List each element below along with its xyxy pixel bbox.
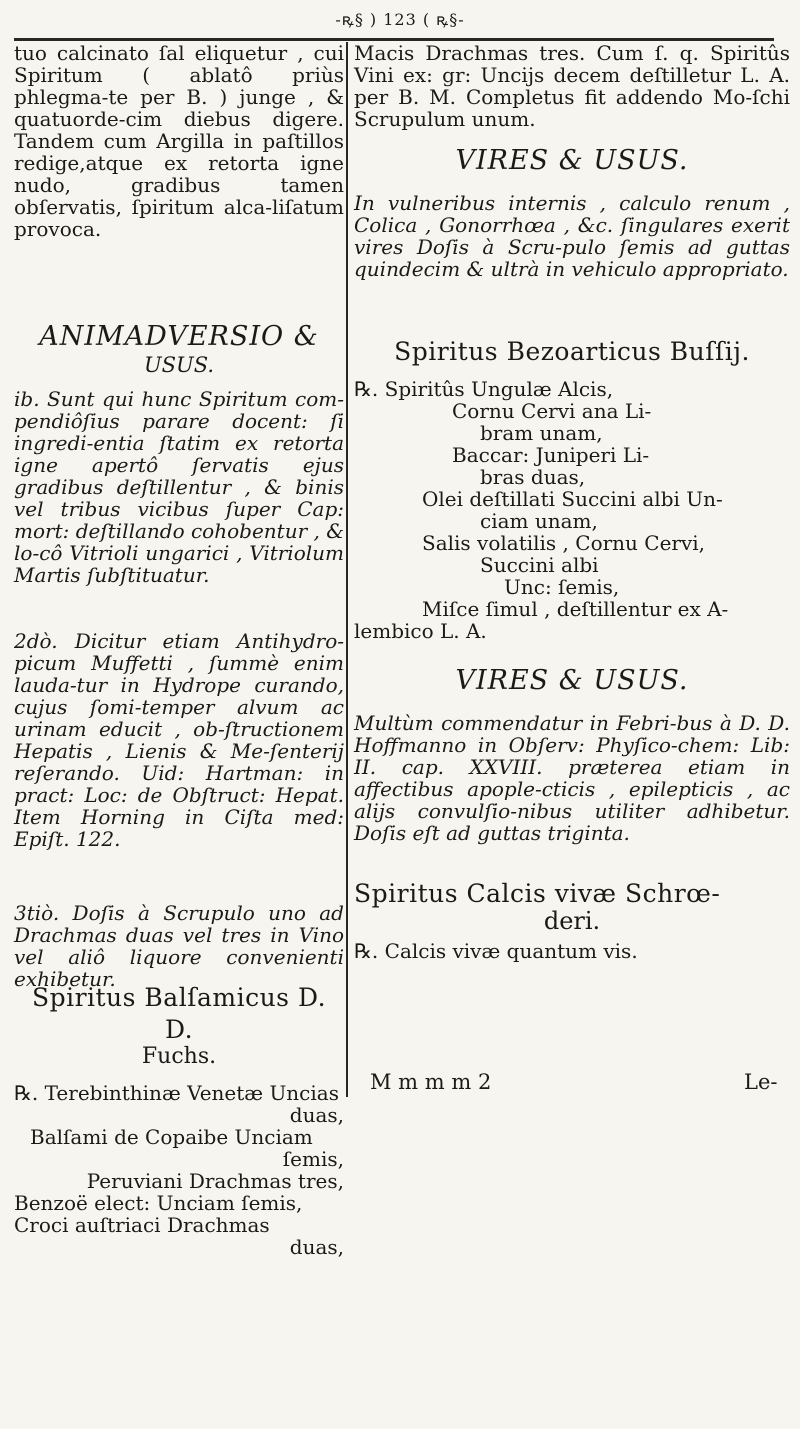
dicitur-paragraph: 2dò. Dicitur etiam Antihydro-picum Muffetti , ſummè enim lauda-tur in Hydrope curando, cujus ſomi-temper alvum ac urinam educit , ob-ſtructionem Hepatis , Lienis & Me-ſenterij reſerando. Uid: Hartman: in pract: Loc: de Obſtruct: Hepat. Item Horning in Ciſta med: Epiſt. 122. [14,629,344,851]
recipe-line: Miſce ſimul , deſtillentur ex A- [422,597,729,621]
recipe-line: duas, [289,1103,344,1127]
recipe-line: Benzoë elect: Unciam ſemis, [14,1191,303,1215]
left-column [14,42,344,1258]
right-heading-vires-1: VIRES & USUS. [455,145,689,176]
recipe-line: bras duas, [480,465,586,489]
recipe-line: ℞. Terebinthinæ Venetæ Uncias [14,1081,339,1105]
recipe-line: Unc: ſemis, [504,575,620,599]
column-divider [346,42,348,1097]
catchword: Le- [744,1070,778,1094]
recipe-line: Balſami de Copaibe Unciam [30,1125,313,1149]
recipe-line: Croci auſtriaci Drachmas [14,1213,270,1237]
calcis-recipe-line: ℞. Calcis vivæ quantum vis. [354,939,638,963]
recipe-line: Cornu Cervi ana Li- [452,399,652,423]
recipe-line: Olei deſtillati Succini albi Un- [422,487,723,511]
recipe-line: ℞. Spiritûs Ungulæ Alcis, [354,377,614,401]
running-header: -ꝶ§ ) 123 ( ꝶ§- [335,10,465,29]
left-intro-paragraph: tuo calcinato ſal eliquetur , cui Spiritum ( ablatô priùs phlegma-te per B. ) junge , & quatuorde-cim diebus digere. Tandem cum Argilla in paſtillos redige,atque ex retorta igne nudo, gradibus tamen obſervatis, ſpiritum alca-liſatum provoca. [14,41,344,241]
right-heading-vires-2: VIRES & USUS. [455,665,689,696]
left-heading-balsamicus: Spiritus Balſamicus D. D. [31,983,327,1044]
vires-paragraph-2: Multùm commendatur in Febri-bus à D. D. Hoffmanno in Obſerv: Phyſico-chem: Lib: II. cap. XXVIII. præterea etiam in affectibus apople-cticis , epilepticis , ac alijs convulſio-nibus utiliter adhibetur. Doſis eſt ad guttas triginta. [354,711,790,845]
left-heading-fuchs: Fuchs. [141,1044,217,1069]
recipe-line: Baccar: Juniperi Li- [452,443,650,467]
recipe-line: bram unam, [480,421,603,445]
right-intro-paragraph: Macis Drachmas tres. Cum ſ. q. Spiritûs Vini ex: gr: Uncijs decem deſtilletur L. A. per B. M. Completus fit addendo Mo-ſchi Scrupulum unum. [354,41,790,131]
recipe-line: ciam unam, [480,509,598,533]
balsamicus-recipe [14,1082,344,1258]
recipe-line: ſemis, [282,1147,344,1171]
left-heading-usus: USUS. [143,353,215,377]
bezoarticus-recipe [354,378,790,642]
recipe-line: duas, [289,1235,344,1259]
recipe-line: Salis volatilis , Cornu Cervi, [422,531,706,555]
right-heading-calcis-2: deri. [543,907,601,935]
signature-mark: M m m m 2 [370,1070,492,1094]
dosis-paragraph: 3tiò. Doſis à Scrupulo uno ad Drachmas duas vel tres in Vino vel aliô liquore convenienti exhibetur. [14,901,344,991]
recipe-line: lembico L. A. [354,619,487,643]
vires-paragraph-1: In vulneribus internis , calculo renum , Colica , Gonorrhœa , &c. ſingulares exerit vires Doſis à Scru-pulo ſemis ad guttas quindecim & ultrà in vehiculo appropriato. [354,191,790,281]
recipe-line: Peruviani Drachmas tres, [86,1169,344,1193]
recipe-line: Succini albi [480,553,599,577]
animadversio-paragraph: ib. Sunt qui hunc Spiritum com-pendiôſius parare docent: ſi ingredi-entia ſtatim ex retorta igne apertô ſervatis ejus gradibus deſtillentur , & binis vel tribus vicibus ſuper Cap: mort: deſtillando cohobentur , & lo-cô Vitrioli ungarici , Vitriolum Martis ſubſtituatur. [14,387,345,587]
right-heading-bezoarticus: Spiritus Bezoarticus Buſſij. [394,337,750,366]
left-heading-animadversio: ANIMADVERSIO & [39,321,319,352]
right-column [354,42,790,962]
right-heading-calcis: Spiritus Calcis vivæ Schrœ- [354,879,721,908]
